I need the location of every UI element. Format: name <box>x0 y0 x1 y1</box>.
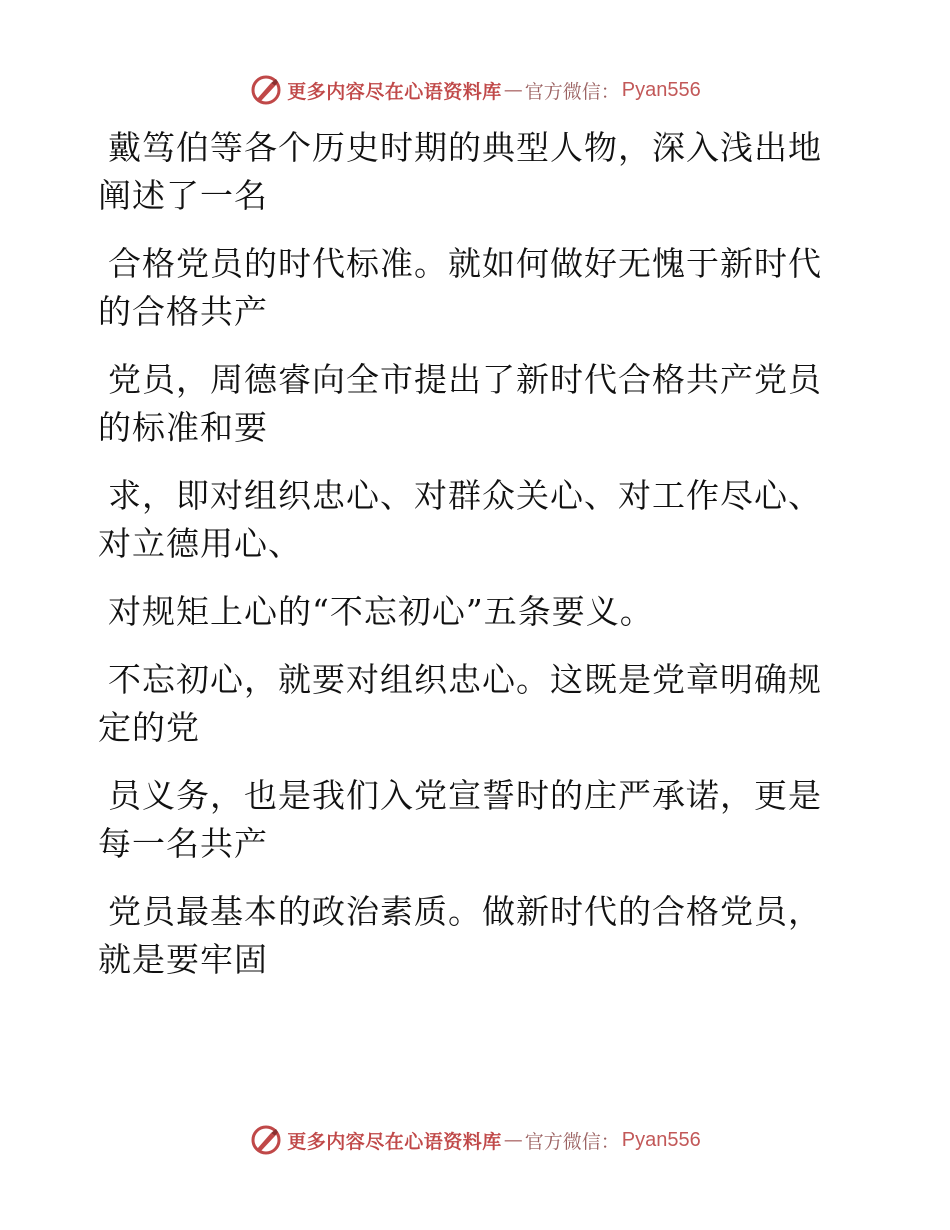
text-line: 的标准和要 <box>98 408 268 447</box>
paragraph <box>98 124 838 220</box>
text-line: 戴笃伯等各个历史时期的典型人物，深入浅出地 <box>108 128 822 167</box>
footer-banner <box>0 1120 950 1160</box>
text-line: 党员，周德睿向全市提出了新时代合格共产党员 <box>108 360 822 399</box>
header-banner-text: 更多内容尽在心语资料库 <box>287 80 502 103</box>
pen-logo-icon <box>249 73 283 107</box>
header-banner <box>0 70 950 110</box>
text-line: 不忘初心，就要对组织忠心。这既是党章明确规 <box>108 660 822 699</box>
text-line: 对立德用心、 <box>98 524 302 563</box>
footer-wechat-label: 官方微信： <box>524 1130 620 1153</box>
header-wechat-id: Pyan556 <box>621 78 701 101</box>
paragraph <box>98 888 838 984</box>
paragraph <box>98 656 838 752</box>
document-body <box>98 124 838 1004</box>
header-wechat-label: 官方微信： <box>524 80 620 103</box>
paragraph <box>98 472 838 568</box>
text-line: 的合格共产 <box>98 292 268 331</box>
footer-banner-text: 更多内容尽在心语资料库 <box>287 1130 502 1153</box>
text-line: 员义务，也是我们入党宣誓时的庄严承诺，更是 <box>108 776 822 815</box>
paragraph <box>98 772 838 868</box>
text-line: 就是要牢固 <box>98 940 268 979</box>
footer-wechat-id: Pyan556 <box>621 1128 701 1151</box>
text-line: 对规矩上心的“不忘初心”五条要义。 <box>108 592 654 631</box>
paragraph <box>98 588 838 636</box>
paragraph <box>98 356 838 452</box>
text-line: 每一名共产 <box>98 824 268 863</box>
text-line: 党员最基本的政治素质。做新时代的合格党员， <box>108 892 822 931</box>
text-line: 阐述了一名 <box>98 176 268 215</box>
header-banner-separator: — <box>503 79 523 101</box>
text-line: 定的党 <box>98 708 200 747</box>
text-line: 合格党员的时代标准。就如何做好无愧于新时代 <box>108 244 822 283</box>
text-line: 求，即对组织忠心、对群众关心、对工作尽心、 <box>108 476 822 515</box>
paragraph <box>98 240 838 336</box>
pen-logo-icon <box>249 1123 283 1157</box>
footer-banner-separator: — <box>503 1129 523 1151</box>
